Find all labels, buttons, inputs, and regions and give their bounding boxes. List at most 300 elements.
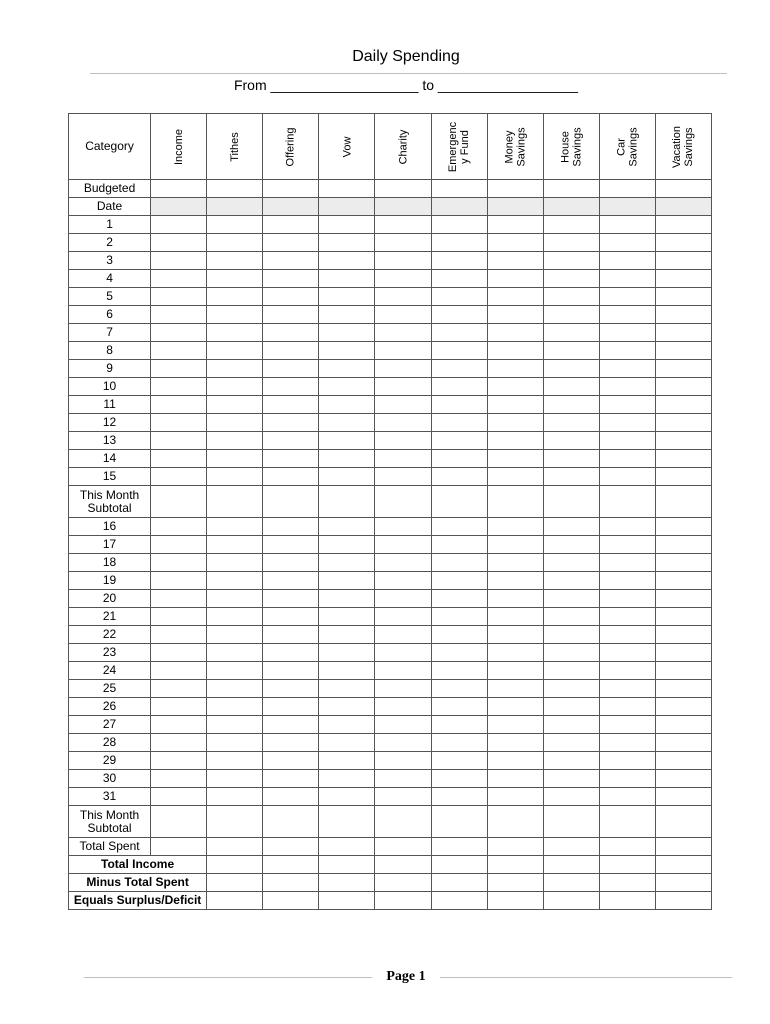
entry-cell[interactable] [431, 716, 487, 734]
entry-cell[interactable] [151, 554, 207, 572]
entry-cell[interactable] [431, 554, 487, 572]
entry-cell[interactable] [543, 216, 599, 234]
entry-cell[interactable] [487, 396, 543, 414]
entry-cell[interactable] [319, 486, 375, 518]
entry-cell[interactable] [375, 450, 431, 468]
entry-cell[interactable] [263, 468, 319, 486]
entry-cell[interactable] [263, 270, 319, 288]
entry-cell[interactable] [263, 856, 319, 874]
entry-cell[interactable] [543, 324, 599, 342]
entry-cell[interactable] [487, 486, 543, 518]
entry-cell[interactable] [375, 486, 431, 518]
entry-cell[interactable] [543, 306, 599, 324]
entry-cell[interactable] [655, 734, 711, 752]
entry-cell[interactable] [543, 662, 599, 680]
entry-cell[interactable] [599, 752, 655, 770]
entry-cell[interactable] [207, 788, 263, 806]
entry-cell[interactable] [655, 788, 711, 806]
entry-cell[interactable] [543, 252, 599, 270]
entry-cell[interactable] [599, 734, 655, 752]
entry-cell[interactable] [487, 874, 543, 892]
entry-cell[interactable] [487, 518, 543, 536]
entry-cell[interactable] [151, 838, 207, 856]
entry-cell[interactable] [655, 590, 711, 608]
entry-cell[interactable] [655, 252, 711, 270]
entry-cell[interactable] [543, 378, 599, 396]
entry-cell[interactable] [599, 342, 655, 360]
entry-cell[interactable] [263, 198, 319, 216]
entry-cell[interactable] [263, 572, 319, 590]
entry-cell[interactable] [207, 378, 263, 396]
entry-cell[interactable] [263, 324, 319, 342]
entry-cell[interactable] [599, 252, 655, 270]
entry-cell[interactable] [431, 270, 487, 288]
entry-cell[interactable] [207, 590, 263, 608]
entry-cell[interactable] [207, 608, 263, 626]
entry-cell[interactable] [319, 734, 375, 752]
entry-cell[interactable] [151, 572, 207, 590]
entry-cell[interactable] [375, 590, 431, 608]
entry-cell[interactable] [151, 752, 207, 770]
entry-cell[interactable] [207, 856, 263, 874]
entry-cell[interactable] [151, 324, 207, 342]
entry-cell[interactable] [263, 288, 319, 306]
entry-cell[interactable] [263, 662, 319, 680]
entry-cell[interactable] [375, 378, 431, 396]
entry-cell[interactable] [543, 838, 599, 856]
entry-cell[interactable] [207, 680, 263, 698]
entry-cell[interactable] [487, 626, 543, 644]
entry-cell[interactable] [431, 396, 487, 414]
entry-cell[interactable] [375, 644, 431, 662]
entry-cell[interactable] [487, 288, 543, 306]
entry-cell[interactable] [263, 770, 319, 788]
entry-cell[interactable] [375, 324, 431, 342]
entry-cell[interactable] [487, 324, 543, 342]
entry-cell[interactable] [263, 450, 319, 468]
entry-cell[interactable] [151, 806, 207, 838]
entry-cell[interactable] [319, 806, 375, 838]
entry-cell[interactable] [263, 698, 319, 716]
entry-cell[interactable] [487, 806, 543, 838]
entry-cell[interactable] [151, 680, 207, 698]
entry-cell[interactable] [151, 396, 207, 414]
entry-cell[interactable] [599, 680, 655, 698]
entry-cell[interactable] [319, 324, 375, 342]
entry-cell[interactable] [599, 270, 655, 288]
entry-cell[interactable] [263, 396, 319, 414]
entry-cell[interactable] [319, 572, 375, 590]
entry-cell[interactable] [431, 644, 487, 662]
entry-cell[interactable] [599, 198, 655, 216]
entry-cell[interactable] [151, 590, 207, 608]
entry-cell[interactable] [543, 180, 599, 198]
entry-cell[interactable] [151, 626, 207, 644]
entry-cell[interactable] [599, 644, 655, 662]
entry-cell[interactable] [207, 518, 263, 536]
entry-cell[interactable] [655, 806, 711, 838]
entry-cell[interactable] [655, 450, 711, 468]
entry-cell[interactable] [151, 716, 207, 734]
entry-cell[interactable] [431, 306, 487, 324]
entry-cell[interactable] [151, 180, 207, 198]
entry-cell[interactable] [263, 838, 319, 856]
entry-cell[interactable] [207, 486, 263, 518]
entry-cell[interactable] [599, 518, 655, 536]
entry-cell[interactable] [263, 536, 319, 554]
entry-cell[interactable] [319, 396, 375, 414]
entry-cell[interactable] [151, 360, 207, 378]
entry-cell[interactable] [655, 486, 711, 518]
entry-cell[interactable] [543, 608, 599, 626]
entry-cell[interactable] [151, 788, 207, 806]
entry-cell[interactable] [375, 680, 431, 698]
entry-cell[interactable] [487, 198, 543, 216]
entry-cell[interactable] [543, 198, 599, 216]
entry-cell[interactable] [599, 608, 655, 626]
entry-cell[interactable] [319, 432, 375, 450]
entry-cell[interactable] [543, 360, 599, 378]
entry-cell[interactable] [263, 518, 319, 536]
entry-cell[interactable] [263, 874, 319, 892]
entry-cell[interactable] [207, 450, 263, 468]
entry-cell[interactable] [375, 572, 431, 590]
entry-cell[interactable] [431, 698, 487, 716]
entry-cell[interactable] [599, 468, 655, 486]
entry-cell[interactable] [375, 342, 431, 360]
entry-cell[interactable] [599, 324, 655, 342]
entry-cell[interactable] [543, 874, 599, 892]
entry-cell[interactable] [487, 252, 543, 270]
entry-cell[interactable] [599, 414, 655, 432]
entry-cell[interactable] [543, 518, 599, 536]
entry-cell[interactable] [599, 698, 655, 716]
entry-cell[interactable] [375, 270, 431, 288]
entry-cell[interactable] [319, 378, 375, 396]
entry-cell[interactable] [319, 536, 375, 554]
entry-cell[interactable] [375, 626, 431, 644]
entry-cell[interactable] [431, 788, 487, 806]
entry-cell[interactable] [319, 838, 375, 856]
entry-cell[interactable] [431, 608, 487, 626]
entry-cell[interactable] [655, 770, 711, 788]
entry-cell[interactable] [151, 450, 207, 468]
entry-cell[interactable] [487, 432, 543, 450]
entry-cell[interactable] [543, 396, 599, 414]
entry-cell[interactable] [375, 518, 431, 536]
entry-cell[interactable] [487, 378, 543, 396]
entry-cell[interactable] [431, 486, 487, 518]
entry-cell[interactable] [375, 698, 431, 716]
entry-cell[interactable] [319, 252, 375, 270]
entry-cell[interactable] [207, 892, 263, 910]
entry-cell[interactable] [655, 608, 711, 626]
entry-cell[interactable] [319, 270, 375, 288]
entry-cell[interactable] [263, 180, 319, 198]
entry-cell[interactable] [319, 468, 375, 486]
entry-cell[interactable] [375, 360, 431, 378]
entry-cell[interactable] [207, 838, 263, 856]
entry-cell[interactable] [599, 360, 655, 378]
entry-cell[interactable] [319, 554, 375, 572]
entry-cell[interactable] [655, 716, 711, 734]
entry-cell[interactable] [655, 432, 711, 450]
entry-cell[interactable] [375, 554, 431, 572]
entry-cell[interactable] [599, 378, 655, 396]
entry-cell[interactable] [319, 216, 375, 234]
entry-cell[interactable] [207, 572, 263, 590]
entry-cell[interactable] [207, 536, 263, 554]
entry-cell[interactable] [487, 554, 543, 572]
entry-cell[interactable] [151, 414, 207, 432]
entry-cell[interactable] [655, 216, 711, 234]
entry-cell[interactable] [375, 716, 431, 734]
entry-cell[interactable] [263, 342, 319, 360]
entry-cell[interactable] [319, 414, 375, 432]
entry-cell[interactable] [431, 874, 487, 892]
entry-cell[interactable] [151, 468, 207, 486]
entry-cell[interactable] [431, 662, 487, 680]
entry-cell[interactable] [543, 856, 599, 874]
entry-cell[interactable] [431, 752, 487, 770]
entry-cell[interactable] [263, 216, 319, 234]
entry-cell[interactable] [431, 432, 487, 450]
entry-cell[interactable] [375, 414, 431, 432]
entry-cell[interactable] [263, 360, 319, 378]
entry-cell[interactable] [375, 180, 431, 198]
entry-cell[interactable] [431, 856, 487, 874]
entry-cell[interactable] [543, 270, 599, 288]
entry-cell[interactable] [599, 216, 655, 234]
entry-cell[interactable] [319, 180, 375, 198]
entry-cell[interactable] [151, 306, 207, 324]
entry-cell[interactable] [151, 536, 207, 554]
entry-cell[interactable] [431, 536, 487, 554]
entry-cell[interactable] [319, 360, 375, 378]
entry-cell[interactable] [431, 378, 487, 396]
entry-cell[interactable] [375, 198, 431, 216]
entry-cell[interactable] [263, 432, 319, 450]
entry-cell[interactable] [319, 698, 375, 716]
entry-cell[interactable] [543, 752, 599, 770]
entry-cell[interactable] [319, 770, 375, 788]
entry-cell[interactable] [207, 752, 263, 770]
entry-cell[interactable] [487, 216, 543, 234]
entry-cell[interactable] [319, 752, 375, 770]
entry-cell[interactable] [487, 662, 543, 680]
entry-cell[interactable] [207, 270, 263, 288]
entry-cell[interactable] [207, 468, 263, 486]
entry-cell[interactable] [655, 752, 711, 770]
entry-cell[interactable] [263, 626, 319, 644]
entry-cell[interactable] [655, 662, 711, 680]
entry-cell[interactable] [151, 198, 207, 216]
entry-cell[interactable] [655, 644, 711, 662]
entry-cell[interactable] [375, 770, 431, 788]
entry-cell[interactable] [543, 788, 599, 806]
entry-cell[interactable] [207, 770, 263, 788]
entry-cell[interactable] [207, 234, 263, 252]
entry-cell[interactable] [431, 518, 487, 536]
entry-cell[interactable] [487, 698, 543, 716]
entry-cell[interactable] [599, 288, 655, 306]
entry-cell[interactable] [487, 590, 543, 608]
entry-cell[interactable] [487, 752, 543, 770]
entry-cell[interactable] [319, 874, 375, 892]
entry-cell[interactable] [207, 324, 263, 342]
entry-cell[interactable] [319, 288, 375, 306]
entry-cell[interactable] [319, 450, 375, 468]
entry-cell[interactable] [375, 734, 431, 752]
entry-cell[interactable] [487, 716, 543, 734]
entry-cell[interactable] [375, 752, 431, 770]
entry-cell[interactable] [263, 680, 319, 698]
entry-cell[interactable] [599, 856, 655, 874]
entry-cell[interactable] [207, 360, 263, 378]
entry-cell[interactable] [151, 216, 207, 234]
entry-cell[interactable] [431, 892, 487, 910]
entry-cell[interactable] [263, 234, 319, 252]
entry-cell[interactable] [207, 396, 263, 414]
entry-cell[interactable] [431, 324, 487, 342]
entry-cell[interactable] [487, 572, 543, 590]
entry-cell[interactable] [543, 892, 599, 910]
entry-cell[interactable] [431, 342, 487, 360]
entry-cell[interactable] [375, 288, 431, 306]
entry-cell[interactable] [263, 752, 319, 770]
entry-cell[interactable] [375, 838, 431, 856]
entry-cell[interactable] [375, 396, 431, 414]
entry-cell[interactable] [487, 892, 543, 910]
entry-cell[interactable] [151, 662, 207, 680]
entry-cell[interactable] [543, 432, 599, 450]
entry-cell[interactable] [375, 608, 431, 626]
entry-cell[interactable] [375, 892, 431, 910]
entry-cell[interactable] [263, 806, 319, 838]
entry-cell[interactable] [319, 892, 375, 910]
entry-cell[interactable] [599, 450, 655, 468]
entry-cell[interactable] [151, 252, 207, 270]
entry-cell[interactable] [599, 716, 655, 734]
entry-cell[interactable] [599, 770, 655, 788]
entry-cell[interactable] [207, 288, 263, 306]
entry-cell[interactable] [599, 572, 655, 590]
entry-cell[interactable] [543, 288, 599, 306]
entry-cell[interactable] [655, 856, 711, 874]
entry-cell[interactable] [543, 450, 599, 468]
entry-cell[interactable] [487, 234, 543, 252]
entry-cell[interactable] [487, 788, 543, 806]
entry-cell[interactable] [599, 536, 655, 554]
entry-cell[interactable] [431, 770, 487, 788]
entry-cell[interactable] [263, 252, 319, 270]
entry-cell[interactable] [487, 342, 543, 360]
entry-cell[interactable] [487, 450, 543, 468]
entry-cell[interactable] [375, 234, 431, 252]
entry-cell[interactable] [431, 590, 487, 608]
entry-cell[interactable] [655, 414, 711, 432]
entry-cell[interactable] [487, 734, 543, 752]
entry-cell[interactable] [151, 270, 207, 288]
entry-cell[interactable] [263, 590, 319, 608]
entry-cell[interactable] [599, 234, 655, 252]
entry-cell[interactable] [655, 838, 711, 856]
entry-cell[interactable] [655, 468, 711, 486]
entry-cell[interactable] [655, 378, 711, 396]
entry-cell[interactable] [543, 572, 599, 590]
entry-cell[interactable] [431, 216, 487, 234]
entry-cell[interactable] [543, 806, 599, 838]
entry-cell[interactable] [543, 680, 599, 698]
entry-cell[interactable] [319, 644, 375, 662]
entry-cell[interactable] [655, 572, 711, 590]
entry-cell[interactable] [207, 252, 263, 270]
entry-cell[interactable] [599, 486, 655, 518]
entry-cell[interactable] [207, 626, 263, 644]
entry-cell[interactable] [487, 306, 543, 324]
entry-cell[interactable] [543, 414, 599, 432]
entry-cell[interactable] [655, 518, 711, 536]
entry-cell[interactable] [655, 874, 711, 892]
entry-cell[interactable] [655, 270, 711, 288]
entry-cell[interactable] [487, 180, 543, 198]
entry-cell[interactable] [375, 252, 431, 270]
entry-cell[interactable] [487, 644, 543, 662]
entry-cell[interactable] [207, 644, 263, 662]
entry-cell[interactable] [375, 788, 431, 806]
entry-cell[interactable] [375, 856, 431, 874]
entry-cell[interactable] [151, 608, 207, 626]
entry-cell[interactable] [375, 874, 431, 892]
entry-cell[interactable] [151, 342, 207, 360]
entry-cell[interactable] [655, 680, 711, 698]
entry-cell[interactable] [207, 698, 263, 716]
entry-cell[interactable] [151, 734, 207, 752]
entry-cell[interactable] [543, 342, 599, 360]
entry-cell[interactable] [375, 468, 431, 486]
entry-cell[interactable] [263, 788, 319, 806]
entry-cell[interactable] [655, 342, 711, 360]
entry-cell[interactable] [319, 680, 375, 698]
entry-cell[interactable] [207, 806, 263, 838]
entry-cell[interactable] [431, 680, 487, 698]
entry-cell[interactable] [207, 414, 263, 432]
entry-cell[interactable] [263, 734, 319, 752]
entry-cell[interactable] [431, 838, 487, 856]
entry-cell[interactable] [319, 234, 375, 252]
entry-cell[interactable] [207, 342, 263, 360]
entry-cell[interactable] [375, 306, 431, 324]
entry-cell[interactable] [543, 716, 599, 734]
entry-cell[interactable] [599, 874, 655, 892]
entry-cell[interactable] [599, 838, 655, 856]
entry-cell[interactable] [655, 396, 711, 414]
entry-cell[interactable] [487, 838, 543, 856]
entry-cell[interactable] [207, 198, 263, 216]
entry-cell[interactable] [543, 486, 599, 518]
entry-cell[interactable] [207, 216, 263, 234]
entry-cell[interactable] [599, 180, 655, 198]
entry-cell[interactable] [543, 770, 599, 788]
entry-cell[interactable] [599, 626, 655, 644]
entry-cell[interactable] [655, 626, 711, 644]
entry-cell[interactable] [319, 590, 375, 608]
entry-cell[interactable] [263, 378, 319, 396]
entry-cell[interactable] [599, 554, 655, 572]
entry-cell[interactable] [263, 892, 319, 910]
entry-cell[interactable] [431, 198, 487, 216]
entry-cell[interactable] [151, 234, 207, 252]
